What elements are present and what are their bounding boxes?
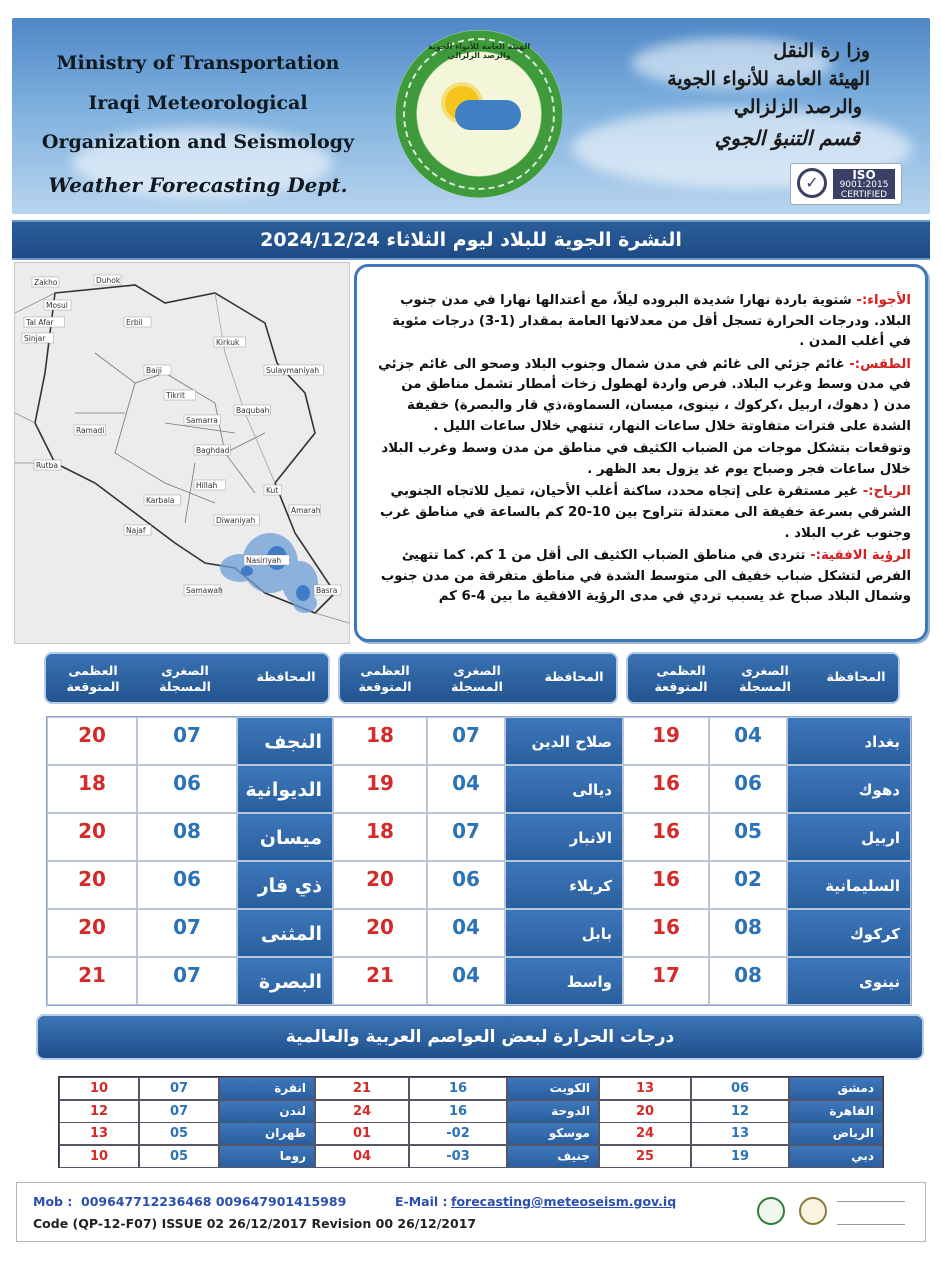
capital-min-temp-cell: 13 — [691, 1122, 789, 1145]
town-label: Diwaniyah — [216, 516, 256, 525]
visibility-text: تتردى في مناطق الضباب الكثيف الى أقل من 1 كم. كما تتهيئ الفرص لتشكل ضباب خفيف الى متوسط الشدة في مناطق متفرقة من مدن جنوب وشمال البلاد صباح غد يسبب تردي في مدى الرؤية الافقية ما بين 4-6 كم — [380, 548, 911, 605]
town-label: Sinjar — [24, 334, 46, 343]
town-label: Baqubah — [236, 406, 270, 415]
max-temp-cell: 20 — [47, 717, 137, 765]
max-temp-cell: 20 — [47, 909, 137, 957]
capital-max-temp-cell: 20 — [599, 1100, 691, 1123]
forecast-paragraph-visibility — [371, 546, 911, 608]
capital-min-temp-cell: 05 — [139, 1145, 219, 1168]
table-header-group-1 — [626, 652, 900, 704]
max-temp-cell: 18 — [333, 813, 427, 861]
town-label: Mosul — [46, 301, 68, 310]
town-label: Basra — [316, 586, 338, 595]
max-temp-cell: 20 — [47, 861, 137, 909]
min-temp-cell: 07 — [137, 717, 237, 765]
forecast-paragraph-atmosphere — [371, 291, 911, 353]
town-label: Nasiriyah — [246, 556, 282, 565]
max-temp-cell: 21 — [333, 957, 427, 1005]
min-temp-cell: 06 — [137, 861, 237, 909]
town-label: Baghdad — [196, 446, 230, 455]
max-temp-cell: 16 — [623, 861, 709, 909]
header-max: العظمى المتوقعة — [66, 663, 120, 694]
organization-logo — [395, 30, 563, 198]
city-name-cell: ميسان — [237, 813, 333, 861]
org-name-en-2: Organization and Seismology — [41, 131, 355, 153]
min-temp-cell: 06 — [427, 861, 505, 909]
forecast-text — [371, 291, 911, 610]
capital-name-cell: الكويت — [507, 1077, 599, 1100]
city-name-cell: دهوك — [787, 765, 911, 813]
capital-max-temp-cell: 01 — [315, 1122, 409, 1145]
document-code: Code (QP-12-F07) ISSUE 02 26/12/2017 Revision 00 26/12/2017 — [33, 1216, 477, 1231]
mobile-numbers: 009647712236468 009647901415989 — [81, 1194, 347, 1209]
logo-text: الهيئة العامة للأنواء الجوية والرصد الزلزالي — [427, 42, 531, 60]
min-temp-cell: 08 — [709, 957, 787, 1005]
capital-max-temp-cell: 13 — [599, 1077, 691, 1100]
capital-name-cell: دمشق — [789, 1077, 883, 1100]
min-temp-cell: 04 — [427, 909, 505, 957]
min-temp-cell: 07 — [427, 813, 505, 861]
capital-name-cell: الرياض — [789, 1122, 883, 1145]
capital-name-cell: انقرة — [219, 1077, 315, 1100]
checkmark-icon: ✓ — [797, 168, 827, 198]
city-name-cell: الانبار — [505, 813, 623, 861]
iso-certified: CERTIFIED — [840, 190, 888, 200]
capital-max-temp-cell: 25 — [599, 1145, 691, 1168]
max-temp-cell: 19 — [623, 717, 709, 765]
header-province: المحافظة — [256, 669, 316, 684]
max-temp-cell: 16 — [623, 909, 709, 957]
capital-name-cell: جنيف — [507, 1145, 599, 1168]
city-name-cell: ديالى — [505, 765, 623, 813]
capital-min-temp-cell: 05 — [139, 1122, 219, 1145]
capital-max-temp-cell: 21 — [315, 1077, 409, 1100]
forecast-paragraph-fog — [371, 439, 911, 480]
capital-min-temp-cell: 16 — [409, 1077, 507, 1100]
forecast-paragraph-wind — [371, 482, 911, 544]
dept-name-ar: قسم التنبؤ الجوي — [714, 126, 860, 150]
header-province: المحافظة — [544, 669, 604, 684]
capital-max-temp-cell: 24 — [599, 1122, 691, 1145]
min-temp-cell: 06 — [709, 765, 787, 813]
city-name-cell: اربيل — [787, 813, 911, 861]
capital-name-cell: لندن — [219, 1100, 315, 1123]
capital-max-temp-cell: 13 — [59, 1122, 139, 1145]
cloud-icon — [455, 100, 521, 130]
wind-text: غير مستقرة على إتجاه محدد، ساكنة أغلب الأحيان، تميل للاتجاه الجنوبي الشرقي بسرعة خفيفة الى معتدلة تتراوح بين 10-20 كم بالساعة في مناطق غرب وجنوب غرب البلاد . — [379, 484, 911, 541]
max-temp-cell: 20 — [333, 861, 427, 909]
max-temp-cell: 16 — [623, 765, 709, 813]
min-temp-cell: 04 — [427, 765, 505, 813]
min-temp-cell: 06 — [137, 765, 237, 813]
max-temp-cell: 17 — [623, 957, 709, 1005]
city-name-cell: ذي قار — [237, 861, 333, 909]
capital-min-temp-cell: 16 — [409, 1100, 507, 1123]
capital-name-cell: القاهرة — [789, 1100, 883, 1123]
seal-icon — [757, 1197, 785, 1225]
town-label: Hillah — [196, 481, 218, 490]
capital-max-temp-cell: 12 — [59, 1100, 139, 1123]
city-name-cell: المثنى — [237, 909, 333, 957]
email-label: E-Mail : — [395, 1194, 448, 1209]
town-label: Ramadi — [76, 426, 105, 435]
town-label: Zakho — [34, 278, 58, 287]
capital-min-temp-cell: -03 — [409, 1145, 507, 1168]
town-label: Tikrit — [166, 391, 185, 400]
capital-name-cell: روما — [219, 1145, 315, 1168]
capital-min-temp-cell: 07 — [139, 1077, 219, 1100]
wind-label: الرياح:- — [862, 484, 911, 500]
fog-text: وتوقعات بتشكل موجات من الضباب الكثيف في مناطق من مدن وسط وغرب البلاد خلال ساعات فجر وصباح يوم غد يزول بعد الظهر . — [381, 441, 911, 477]
capital-max-temp-cell: 24 — [315, 1100, 409, 1123]
weather-label: الطقس:- — [849, 356, 911, 372]
min-temp-cell: 04 — [427, 957, 505, 1005]
forecast-panel — [354, 264, 928, 642]
visibility-label: الرؤية الافقية:- — [810, 548, 911, 564]
capital-max-temp-cell: 04 — [315, 1145, 409, 1168]
town-label: Kut — [266, 486, 279, 495]
forecast-paragraph-weather — [371, 355, 911, 437]
org-name-ar-2: والرصد الزلزالي — [733, 96, 862, 118]
city-temperature-table — [46, 716, 912, 1006]
capital-min-temp-cell: 12 — [691, 1100, 789, 1123]
min-temp-cell: 07 — [137, 957, 237, 1005]
max-temp-cell: 19 — [333, 765, 427, 813]
town-label: Kirkuk — [216, 338, 240, 347]
max-temp-cell: 16 — [623, 813, 709, 861]
town-label: Baiji — [146, 366, 162, 375]
header-province: المحافظة — [826, 669, 886, 684]
town-label: Tal Afar — [26, 318, 54, 327]
header-max: العظمى المتوقعة — [358, 663, 412, 694]
header-max: العظمى المتوقعة — [654, 663, 708, 694]
table-header-group-3 — [44, 652, 330, 704]
max-temp-cell: 18 — [47, 765, 137, 813]
city-name-cell: كركوك — [787, 909, 911, 957]
min-temp-cell: 05 — [709, 813, 787, 861]
weather-text: غائم جزئي الى غائم في مدن شمال وجنوب البلاد وصحو الى غائم جزئي في مدن وسط وغرب البلاد. فرص واردة لهطول زخات أمطار تشمل مناطق من مدن ( دهوك، اربيل ،كركوك ، نينوى، ميسان، السماوة،ذي قار والبصرة) خفيفة الشدة على فترات متفاوتة خلال ساعات النهار، تنتهي خلال ساعات الليل . — [378, 356, 911, 434]
agency-mark-icon — [837, 1201, 905, 1225]
capital-name-cell: موسكو — [507, 1122, 599, 1145]
city-name-cell: البصرة — [237, 957, 333, 1005]
min-temp-cell: 02 — [709, 861, 787, 909]
city-name-cell: صلاح الدين — [505, 717, 623, 765]
city-name-cell: النجف — [237, 717, 333, 765]
city-name-cell: السليمانية — [787, 861, 911, 909]
capital-name-cell: طهران — [219, 1122, 315, 1145]
city-name-cell: واسط — [505, 957, 623, 1005]
weather-map — [14, 262, 350, 644]
city-name-cell: الديوانية — [237, 765, 333, 813]
header-min: الصغرى المسجلة — [739, 663, 791, 694]
max-temp-cell: 18 — [333, 717, 427, 765]
world-temperature-table — [58, 1076, 884, 1168]
town-label: Amarah — [291, 506, 321, 515]
atmosphere-label: الأجواء:- — [856, 293, 911, 308]
footer — [16, 1182, 926, 1242]
max-temp-cell: 20 — [333, 909, 427, 957]
atmosphere-text: شتوية باردة نهارا شديدة البروده ليلاً، مع أعتدالها نهارا في مدن جنوب البلاد. ودرجات الحرارة تسجل أقل من معدلاتها العامة بمقدار (1-3) درجات مئوية في أغلب المدن . — [392, 293, 911, 350]
header-min: الصغرى المسجلة — [159, 663, 211, 694]
min-temp-cell: 08 — [137, 813, 237, 861]
city-name-cell: بابل — [505, 909, 623, 957]
capital-name-cell: دبي — [789, 1145, 883, 1168]
capital-min-temp-cell: 07 — [139, 1100, 219, 1123]
town-label: Karbala — [146, 496, 175, 505]
town-label: Duhok — [96, 276, 121, 285]
min-temp-cell: 07 — [137, 909, 237, 957]
ministry-name-en: Ministry of Transportation — [56, 52, 340, 74]
dept-name-en: Weather Forecasting Dept. — [48, 173, 348, 197]
town-label: Samawah — [186, 586, 223, 595]
iraq-map — [15, 263, 349, 643]
table-header-group-2 — [338, 652, 618, 704]
capital-min-temp-cell: -02 — [409, 1122, 507, 1145]
city-name-cell: كربلاء — [505, 861, 623, 909]
capital-name-cell: الدوحة — [507, 1100, 599, 1123]
town-label: Rutba — [36, 461, 58, 470]
mobile-label: Mob : — [33, 1194, 73, 1209]
capital-max-temp-cell: 10 — [59, 1145, 139, 1168]
min-temp-cell: 08 — [709, 909, 787, 957]
max-temp-cell: 20 — [47, 813, 137, 861]
emblem-icon — [799, 1197, 827, 1225]
iso-title: ISO — [852, 168, 876, 182]
min-temp-cell: 04 — [709, 717, 787, 765]
max-temp-cell: 21 — [47, 957, 137, 1005]
bulletin-title: النشرة الجوية للبلاد ليوم الثلاثاء 2024/12/24 — [12, 220, 930, 260]
capital-min-temp-cell: 06 — [691, 1077, 789, 1100]
capital-min-temp-cell: 19 — [691, 1145, 789, 1168]
min-temp-cell: 07 — [427, 717, 505, 765]
town-label: Erbil — [126, 318, 143, 327]
ministry-name-ar: وزا رة النقل — [773, 40, 870, 62]
email-link[interactable]: forecasting@meteoseism.gov.iq — [451, 1194, 677, 1209]
town-label: Najaf — [126, 526, 146, 535]
org-name-en-1: Iraqi Meteorological — [88, 92, 308, 114]
world-capitals-title: درجات الحرارة لبعض العواصم العربية والعالمية — [36, 1014, 924, 1060]
capital-max-temp-cell: 10 — [59, 1077, 139, 1100]
iso-badge — [790, 163, 902, 205]
iso-standard: 9001:2015 — [839, 180, 889, 190]
town-label: Sulaymaniyah — [266, 366, 320, 375]
city-name-cell: نينوى — [787, 957, 911, 1005]
header-min: الصغرى المسجلة — [451, 663, 503, 694]
org-name-ar-1: الهيئة العامة للأنواء الجوية — [667, 68, 870, 90]
town-label: Samarra — [186, 416, 218, 425]
city-name-cell: بغداد — [787, 717, 911, 765]
